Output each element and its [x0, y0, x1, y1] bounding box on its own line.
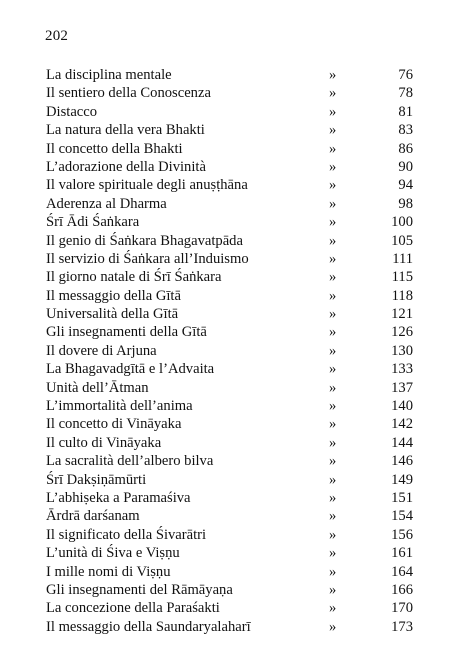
- toc-entry-title: Il culto di Vināyaka: [46, 434, 162, 451]
- toc-entry-title: Il dovere di Arjuna: [46, 342, 157, 359]
- toc-entry-page: 121: [391, 306, 413, 323]
- toc-entry-title: Universalità della Gītā: [46, 306, 179, 323]
- toc-entry: [0, 507, 470, 525]
- toc-entry-separator: »: [329, 214, 337, 231]
- toc-entry: [0, 250, 470, 268]
- toc-entry: [0, 599, 470, 617]
- toc-entry-title: L’abhiṣeka a Paramaśiva: [46, 489, 191, 506]
- toc-entry-page: 130: [391, 342, 413, 359]
- toc-entry-page: 133: [391, 361, 413, 378]
- toc-entry-separator: »: [329, 103, 337, 120]
- toc-entry-separator: »: [329, 453, 337, 470]
- toc-entry-separator: »: [329, 361, 337, 378]
- toc-entry-separator: »: [329, 618, 337, 635]
- toc-entry-page: 149: [391, 471, 413, 488]
- toc-entry-separator: »: [329, 67, 337, 83]
- toc-entry-separator: »: [329, 379, 337, 396]
- toc-entry-separator: »: [329, 563, 337, 580]
- toc-entry-title: Il concetto di Vināyaka: [46, 416, 182, 433]
- toc-entry-page: 105: [391, 232, 413, 249]
- toc-entry-separator: »: [329, 324, 337, 341]
- toc-entry: [0, 66, 470, 84]
- toc-entry-title: Il servizio di Śaṅkara all’Induismo: [46, 250, 249, 267]
- toc-entry-separator: »: [329, 545, 337, 562]
- toc-entry-title: Il messaggio della Saundaryalaharī: [46, 618, 251, 635]
- toc-entry-page: 100: [391, 214, 413, 231]
- toc-entry-page: 142: [391, 416, 413, 433]
- toc-entry-title: La sacralità dell’albero bilva: [46, 453, 214, 470]
- toc-entry-separator: »: [329, 526, 337, 543]
- toc-entry-title: Śrī Dakṣiṇāmūrti: [46, 471, 147, 488]
- toc-entry-title: Il giorno natale di Śrī Śaṅkara: [46, 269, 222, 286]
- toc-entry: [0, 213, 470, 231]
- toc-entry-page: 78: [398, 85, 413, 102]
- toc-entry-title: Il concetto della Bhakti: [46, 140, 183, 157]
- toc-entry-page: 98: [398, 195, 413, 212]
- toc-entry-page: 118: [391, 287, 413, 304]
- toc-entry-separator: »: [329, 269, 337, 286]
- toc-entry-separator: »: [329, 489, 337, 506]
- toc-entry: [0, 158, 470, 176]
- toc-entry-title: Il genio di Śaṅkara Bhagavatpāda: [46, 232, 243, 249]
- toc-entry-title: I mille nomi di Viṣṇu: [46, 563, 171, 580]
- toc-entry-separator: »: [329, 140, 337, 157]
- toc-entry: [0, 342, 470, 360]
- toc-entry-page: 137: [391, 379, 413, 396]
- toc-entry: [0, 268, 470, 286]
- toc-entry-page: 140: [391, 398, 413, 415]
- toc-entry-page: 111: [392, 250, 413, 267]
- toc-entry-title: L’adorazione della Divinità: [46, 158, 206, 175]
- toc-entry: [0, 379, 470, 397]
- toc-entry-title: La Bhagavadgītā e l’Advaita: [46, 361, 215, 378]
- toc-entry: [0, 232, 470, 250]
- toc-entry-separator: »: [329, 508, 337, 525]
- toc-entry-page: 151: [391, 489, 413, 506]
- toc-entry-separator: »: [329, 342, 337, 359]
- toc-entry-page: 173: [391, 618, 413, 635]
- toc-entry-title: La disciplina mentale: [46, 67, 172, 83]
- toc-entry-title: Ārdrā darśanam: [46, 508, 140, 525]
- toc-entry-page: 81: [398, 103, 413, 120]
- toc-entry-title: La concezione della Paraśakti: [46, 600, 220, 617]
- toc-entry: [0, 84, 470, 102]
- toc-entry-title: Gli insegnamenti del Rāmāyaṇa: [46, 581, 233, 598]
- toc-entry-title: Gli insegnamenti della Gītā: [46, 324, 207, 341]
- toc-entry: [0, 618, 470, 636]
- toc-entry-separator: »: [329, 122, 337, 139]
- toc-entry-separator: »: [329, 471, 337, 488]
- toc-entry: [0, 360, 470, 378]
- toc-entry-page: 146: [391, 453, 413, 470]
- toc-entry-title: Il messaggio della Gītā: [46, 287, 181, 304]
- toc-entry: [0, 176, 470, 194]
- toc-entry-separator: »: [329, 306, 337, 323]
- table-of-contents: [0, 66, 470, 636]
- toc-entry-page: 115: [391, 269, 413, 286]
- toc-entry: [0, 323, 470, 341]
- toc-entry-page: 170: [391, 600, 413, 617]
- toc-entry-separator: »: [329, 195, 337, 212]
- page-number: 202: [45, 28, 69, 44]
- toc-entry-page: 83: [398, 122, 413, 139]
- toc-entry-title: Il significato della Śivarātri: [46, 526, 207, 543]
- toc-entry: [0, 544, 470, 562]
- toc-entry-title: Il valore spirituale degli anuṣṭhāna: [46, 177, 248, 194]
- toc-entry-page: 94: [398, 177, 413, 194]
- toc-entry-title: Aderenza al Dharma: [46, 195, 167, 212]
- toc-entry: [0, 195, 470, 213]
- toc-entry-separator: »: [329, 416, 337, 433]
- toc-entry: [0, 287, 470, 305]
- toc-entry: [0, 415, 470, 433]
- toc-entry-title: Śrī Ādi Śaṅkara: [46, 214, 140, 231]
- toc-entry-page: 144: [391, 434, 413, 451]
- toc-entry-separator: »: [329, 85, 337, 102]
- toc-entry-separator: »: [329, 177, 337, 194]
- toc-entry: [0, 563, 470, 581]
- toc-entry: [0, 452, 470, 470]
- toc-entry: [0, 140, 470, 158]
- toc-entry: [0, 526, 470, 544]
- toc-entry-title: L’unità di Śiva e Viṣṇu: [46, 545, 180, 562]
- toc-entry-page: 161: [391, 545, 413, 562]
- toc-entry: [0, 489, 470, 507]
- toc-entry-page: 76: [398, 67, 413, 83]
- toc-entry-separator: »: [329, 158, 337, 175]
- toc-entry-separator: »: [329, 287, 337, 304]
- toc-entry-page: 154: [391, 508, 413, 525]
- toc-entry-title: Il sentiero della Conoscenza: [46, 85, 211, 102]
- toc-entry-title: Unità dell’Ātman: [46, 379, 149, 396]
- toc-entry-page: 90: [398, 158, 413, 175]
- toc-entry-page: 126: [391, 324, 413, 341]
- toc-entry-page: 156: [391, 526, 413, 543]
- toc-entry: [0, 305, 470, 323]
- toc-entry-title: L’immortalità dell’anima: [46, 398, 193, 415]
- toc-entry-page: 86: [398, 140, 413, 157]
- toc-entry: [0, 471, 470, 489]
- toc-entry: [0, 103, 470, 121]
- toc-entry-separator: »: [329, 250, 337, 267]
- toc-entry-separator: »: [329, 581, 337, 598]
- toc-entry: [0, 397, 470, 415]
- toc-entry-separator: »: [329, 434, 337, 451]
- toc-entry-title: Distacco: [46, 103, 98, 120]
- toc-entry-page: 166: [391, 581, 413, 598]
- toc-entry: [0, 121, 470, 139]
- toc-entry-page: 164: [391, 563, 413, 580]
- toc-entry: [0, 581, 470, 599]
- toc-entry-separator: »: [329, 398, 337, 415]
- toc-entry-separator: »: [329, 232, 337, 249]
- toc-entry: [0, 434, 470, 452]
- toc-entry-title: La natura della vera Bhakti: [46, 122, 205, 139]
- toc-entry-separator: »: [329, 600, 337, 617]
